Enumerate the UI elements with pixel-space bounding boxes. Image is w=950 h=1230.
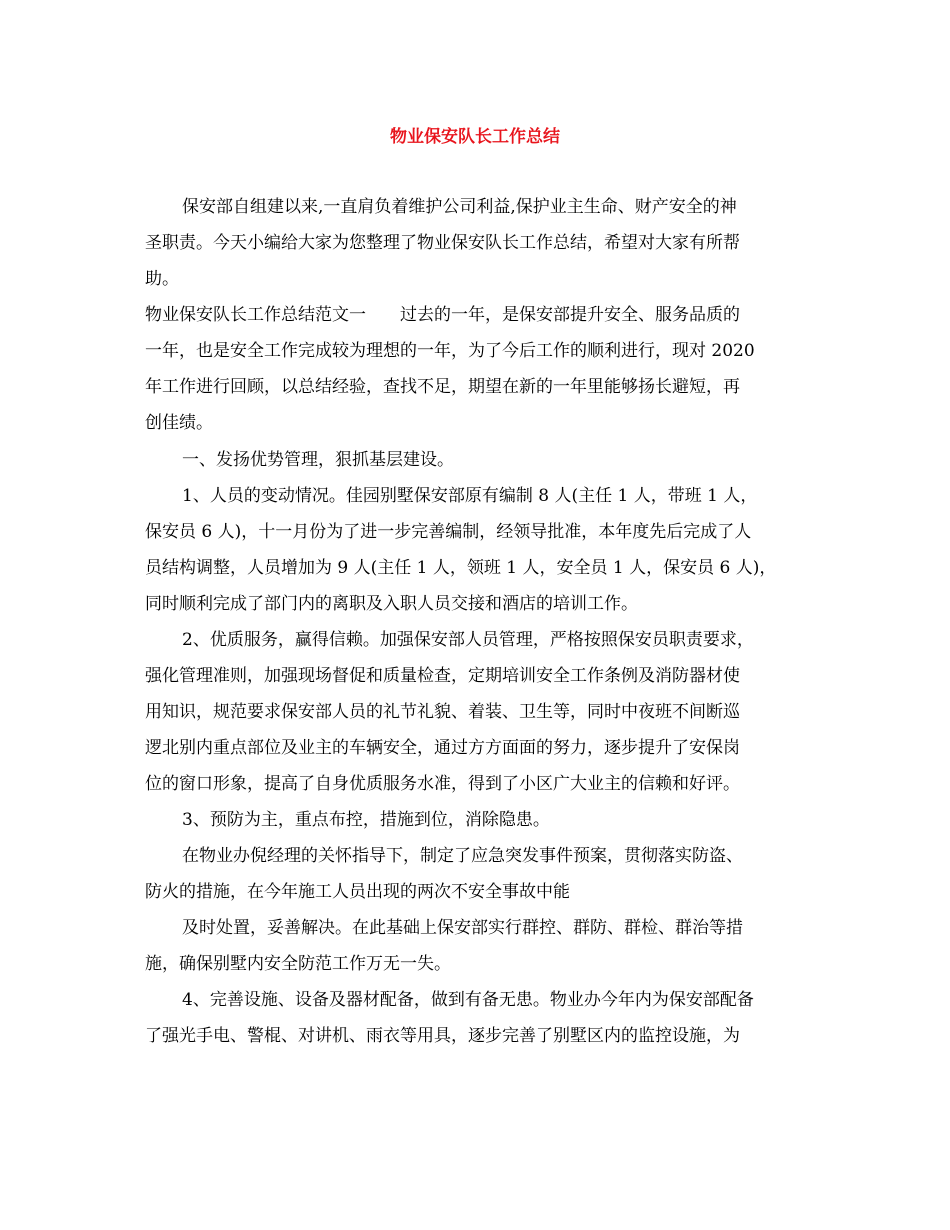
paragraph-line: 防火的措施，在今年施工人员出现的两次不安全事故中能 xyxy=(145,882,570,902)
paragraph-line: 2、优质服务，赢得信赖。加强保安部人员管理，严格按照保安员职责要求， xyxy=(182,630,754,650)
paragraph-line: 3、预防为主，重点布控，措施到位，消除隐患。 xyxy=(182,810,550,830)
paragraph-line: 用知识，规范要求保安部人员的礼节礼貌、着装、卫生等，同时中夜班不间断巡 xyxy=(145,702,740,722)
paragraph-line: 创佳绩。 xyxy=(145,413,213,433)
paragraph-line: 保安部自组建以来,一直肩负着维护公司利益,保护业主生命、财产安全的神 xyxy=(182,197,737,217)
paragraph-line: 逻北别内重点部位及业主的车辆安全，通过方方面面的努力，逐步提升了安保岗 xyxy=(145,738,740,758)
paragraph-line: 施，确保别墅内安全防范工作万无一失。 xyxy=(145,954,451,974)
paragraph-line: 在物业办倪经理的关怀指导下，制定了应急突发事件预案，贯彻落实防盗、 xyxy=(182,846,743,866)
paragraph-line: 及时处置，妥善解决。在此基础上保安部实行群控、群防、群检、群治等措 xyxy=(182,918,743,938)
document-title: 物业保安队长工作总结 xyxy=(390,127,560,147)
paragraph-line: 一年，也是安全工作完成较为理想的一年，为了今后工作的顺利进行，现对 2020 xyxy=(145,341,755,361)
paragraph-line: 4、完善设施、设备及器材配备，做到有备无患。物业办今年内为保安部配备 xyxy=(182,990,754,1010)
paragraph-line: 了强光手电、警棍、对讲机、雨衣等用具，逐步完善了别墅区内的监控设施，为 xyxy=(145,1026,740,1046)
paragraph-line: 物业保安队长工作总结范文一 过去的一年，是保安部提升安全、服务品质的 xyxy=(145,305,740,325)
paragraph-line: 强化管理准则，加强现场督促和质量检查，定期培训安全工作条例及消防器材使 xyxy=(145,666,740,686)
section-heading: 一、发扬优势管理，狠抓基层建设。 xyxy=(182,450,454,470)
paragraph-line: 员结构调整，人员增加为 9 人(主任 1 人，领班 1 人，安全员 1 人，保安员 6 人)， xyxy=(145,558,777,578)
paragraph-line: 年工作进行回顾，以总结经验，查找不足，期望在新的一年里能够扬长避短，再 xyxy=(145,377,740,397)
paragraph-line: 同时顺利完成了部门内的离职及入职人员交接和酒店的培训工作。 xyxy=(145,594,638,614)
paragraph-line: 保安员 6 人)，十一月份为了进一步完善编制，经领导批准，本年度先后完成了人 xyxy=(145,522,752,542)
paragraph-line: 助。 xyxy=(145,269,179,289)
paragraph-line: 1、人员的变动情况。佳园别墅保安部原有编制 8 人(主任 1 人，带班 1 人， xyxy=(182,486,758,506)
paragraph-line: 圣职责。今天小编给大家为您整理了物业保安队长工作总结，希望对大家有所帮 xyxy=(145,233,740,253)
paragraph-line: 位的窗口形象，提高了自身优质服务水准，得到了小区广大业主的信赖和好评。 xyxy=(145,774,740,794)
